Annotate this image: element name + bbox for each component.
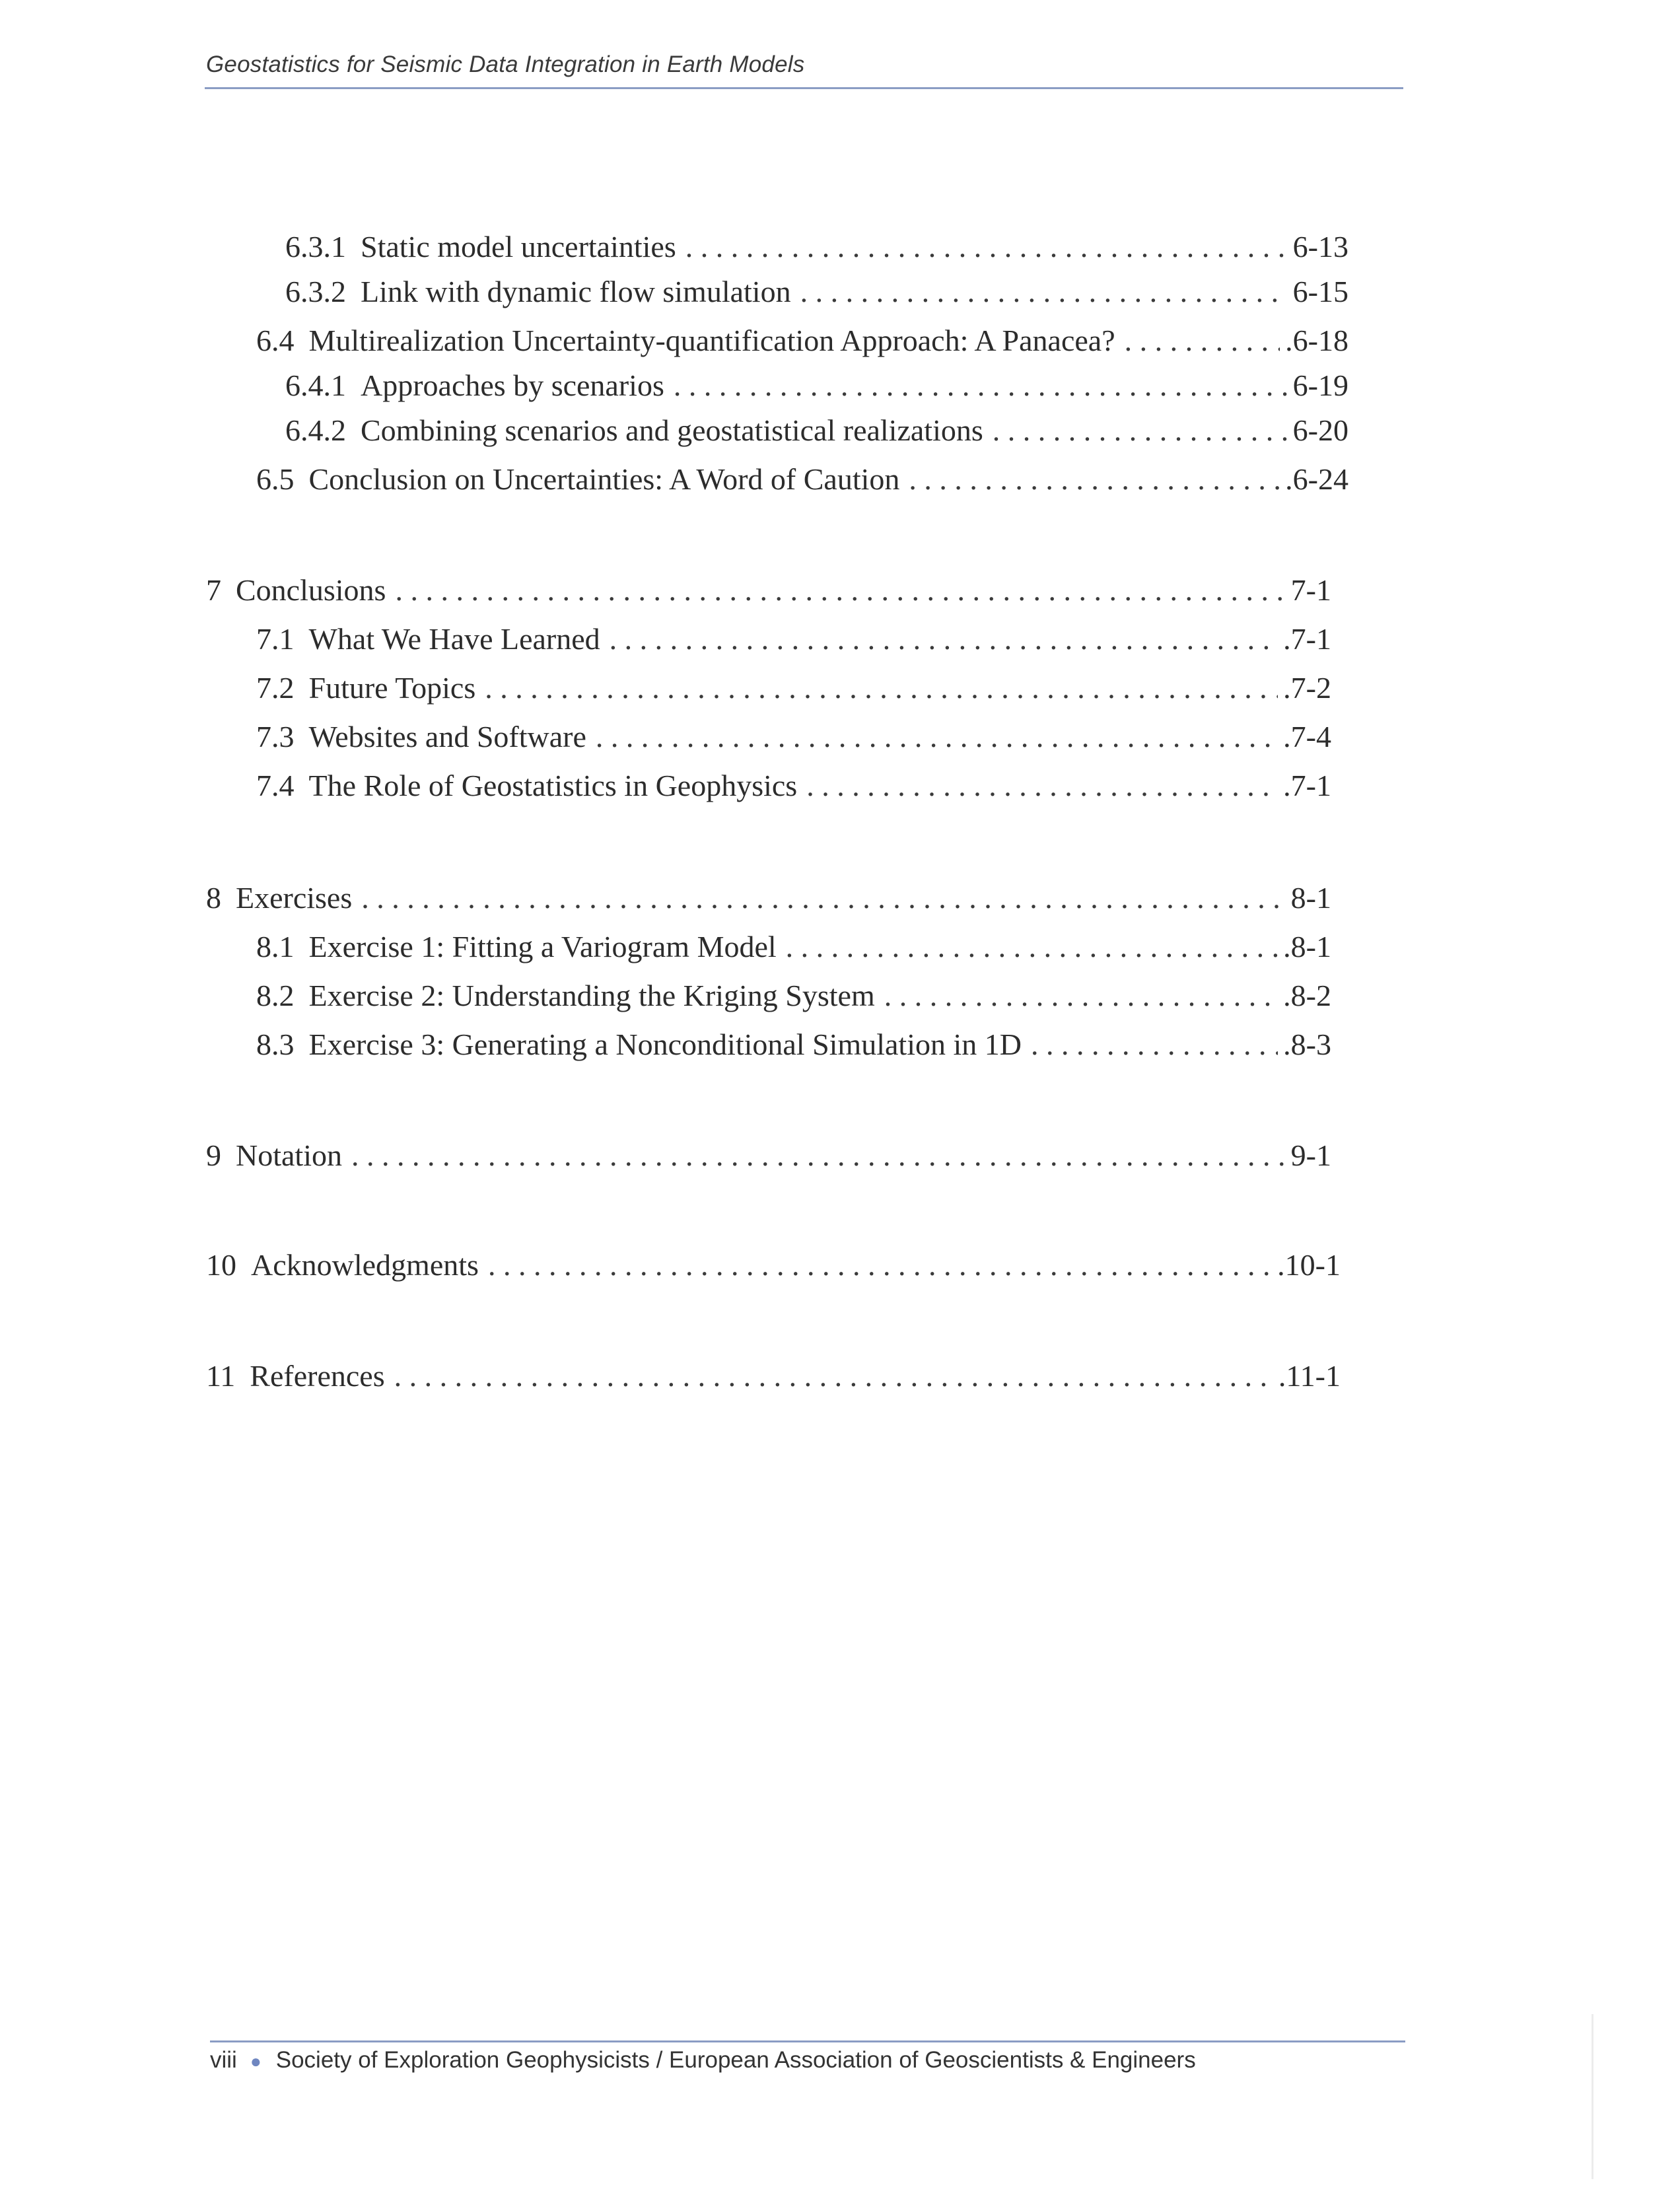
running-head: Geostatistics for Seismic Data Integration in Earth Models [206, 52, 805, 77]
page-number: viii [210, 2047, 237, 2073]
publisher-line: Society of Exploration Geophysicists / European Association of Geoscientists & Engineers [275, 2047, 1196, 2073]
toc-page: .6-24 [1285, 462, 1348, 496]
toc-number: 8 [206, 881, 221, 915]
toc-page: .8-2 [1283, 979, 1331, 1012]
toc-number: 7.2 [256, 671, 295, 705]
toc-page: .10-1 [1277, 1248, 1341, 1282]
toc-page: 6-15 [1292, 275, 1348, 308]
scan-edge [1592, 2014, 1593, 2179]
toc-title: Conclusion on Uncertainties: A Word of Caution [308, 462, 900, 496]
toc-title: Exercise 3: Generating a Nonconditional Simulation in 1D [308, 1028, 1022, 1061]
leader-dots [485, 670, 1278, 707]
leader-dots [1031, 1026, 1278, 1063]
toc-entry[interactable] [206, 1247, 1341, 1284]
toc-title: Future Topics [308, 671, 476, 705]
toc-title: What We Have Learned [308, 622, 600, 656]
leader-dots [674, 367, 1288, 404]
toc-entry[interactable] [256, 977, 1331, 1014]
toc-entry[interactable] [285, 412, 1348, 449]
toc-entry[interactable] [256, 621, 1331, 658]
toc-number: 7.3 [256, 720, 295, 753]
toc-title: Static model uncertainties [361, 230, 676, 263]
leader-dots [806, 767, 1278, 804]
toc-entry[interactable] [256, 767, 1331, 804]
leader-dots [395, 572, 1285, 609]
toc-entry[interactable] [285, 228, 1348, 265]
toc-page: 8-1 [1290, 881, 1331, 915]
toc-page: .8-1 [1283, 930, 1331, 963]
toc-title: The Role of Geostatistics in Geophysics [308, 769, 798, 802]
toc-page: .7-1 [1283, 769, 1331, 802]
bullet-icon: ● [250, 2051, 262, 2072]
toc-title: Websites and Software [308, 720, 586, 753]
toc-number: 7.4 [256, 769, 295, 802]
toc-title: Notation [236, 1138, 342, 1172]
leader-dots [610, 621, 1278, 658]
toc-entry[interactable] [256, 670, 1331, 707]
toc-entry[interactable] [256, 461, 1348, 498]
toc-entry[interactable] [285, 273, 1348, 310]
toc-title: Combining scenarios and geostatistical realizations [361, 413, 983, 447]
toc-title: Multirealization Uncertainty-quantification Approach: A Panacea? [308, 324, 1115, 357]
toc-page: 7-1 [1290, 573, 1331, 607]
toc-entry[interactable] [285, 367, 1348, 404]
toc-page: 9-1 [1290, 1138, 1331, 1172]
toc-page: .11-1 [1278, 1359, 1341, 1393]
toc-number: 7.1 [256, 622, 295, 656]
toc-number: 6.4.1 [285, 368, 346, 402]
toc-number: 11 [206, 1359, 236, 1393]
leader-dots [884, 977, 1278, 1014]
toc-entry[interactable] [256, 322, 1348, 359]
leader-dots [596, 718, 1278, 755]
leader-dots [351, 1137, 1286, 1174]
toc-page: 6-20 [1292, 413, 1348, 447]
leader-dots [1125, 322, 1280, 359]
footer-rule [210, 2040, 1405, 2042]
toc-title: Link with dynamic flow simulation [361, 275, 791, 308]
toc-title: Conclusions [236, 573, 386, 607]
toc-entry[interactable] [206, 572, 1331, 609]
toc-title: References [250, 1359, 385, 1393]
leader-dots [394, 1358, 1273, 1395]
toc-page: .7-4 [1283, 720, 1331, 753]
toc-page: .7-2 [1283, 671, 1331, 705]
toc-number: 8.1 [256, 930, 295, 963]
toc-title: Exercises [236, 881, 353, 915]
toc-number: 10 [206, 1248, 236, 1282]
toc-page: .8-3 [1283, 1028, 1331, 1061]
toc-number: 8.2 [256, 979, 295, 1012]
toc-number: 6.4 [256, 324, 295, 357]
toc-title: Approaches by scenarios [361, 368, 664, 402]
leader-dots [909, 461, 1280, 498]
page-footer [210, 2047, 1196, 2073]
toc-number: 6.5 [256, 462, 295, 496]
toc-number: 9 [206, 1138, 221, 1172]
leader-dots [361, 880, 1285, 917]
toc-page: 6-13 [1292, 230, 1348, 263]
toc-page: 6-19 [1292, 368, 1348, 402]
leader-dots [993, 412, 1288, 449]
toc-entry[interactable] [206, 1137, 1331, 1174]
toc-number: 8.3 [256, 1028, 295, 1061]
toc-entry[interactable] [256, 928, 1331, 965]
toc-number: 6.3.2 [285, 275, 346, 308]
toc-page: .7-1 [1283, 622, 1331, 656]
toc-title: Exercise 2: Understanding the Kriging System [308, 979, 875, 1012]
toc-page: .6-18 [1285, 324, 1348, 357]
leader-dots [488, 1247, 1272, 1284]
toc-entry[interactable] [256, 718, 1331, 755]
toc-number: 6.4.2 [285, 413, 346, 447]
toc-number: 6.3.1 [285, 230, 346, 263]
leader-dots [685, 228, 1288, 265]
toc-entry[interactable] [256, 1026, 1331, 1063]
toc-entry[interactable] [206, 880, 1331, 917]
leader-dots [800, 273, 1288, 310]
toc-entry[interactable] [206, 1358, 1341, 1395]
toc-title: Acknowledgments [251, 1248, 479, 1282]
toc-title: Exercise 1: Fitting a Variogram Model [308, 930, 777, 963]
leader-dots [786, 928, 1278, 965]
toc-number: 7 [206, 573, 221, 607]
